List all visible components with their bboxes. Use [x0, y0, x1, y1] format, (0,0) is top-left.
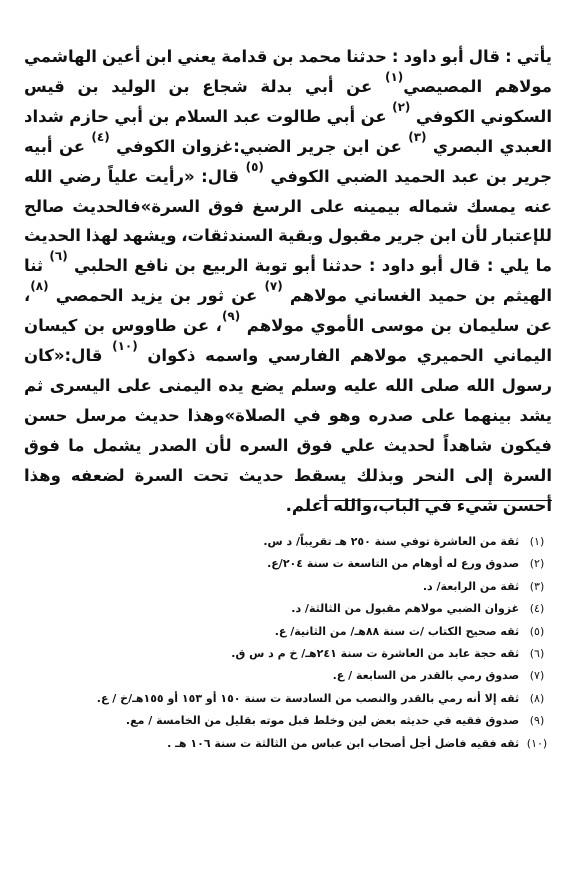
- footnote-number: (١): [529, 535, 545, 548]
- footnote-item: [21, 621, 551, 643]
- footnote-item: [21, 531, 551, 553]
- footnote-number: (١٠): [526, 736, 548, 750]
- footnote-text: ثقه حجة عابد من العاشرة ت سنة ٢٤١هـ/ خ م د س ق.: [231, 646, 520, 660]
- footnote-text: ثقه إلا أنه رمي بالقدر والنصب من السادسة ت سنة ١٥٠ أو ١٥٣ أو ١٥٥هـ/خ / ع.: [96, 691, 520, 705]
- footnote-item: [21, 710, 551, 732]
- footnote-item: [21, 665, 551, 687]
- footnote-number: (٤): [529, 602, 545, 616]
- footnote-number: (٧): [529, 669, 545, 683]
- footnote-ref-5[interactable]: (٥): [245, 159, 264, 174]
- text-segment-9: ، عن سليمان بن موسى الأموي مولاهم: [24, 286, 553, 336]
- footnote-text: صدوق فقيه في حديثه بعض لين وخلط قبل موته بقليل من الخامسة / مع.: [125, 714, 520, 728]
- text-segment-11: قال:«كان رسول الله صلى الله عليه وسلم يضع يده اليمنى على اليسرى ثم يشد بينهما على صدره وهو في الصلاة»وهذا حديث مرسل حسن فيكون شاهداً لحديث علي فوق السره لأن الصدر يشمل ما فوق السرة إلى النحر وبذلك يسقط حديث تحت السرة لضعفه وهذا أحسن شيء في الباب،والله أعلم.: [24, 346, 552, 515]
- text-segment-7: ثنا الهيثم بن حميد الغساني مولاهم: [24, 256, 553, 306]
- footnote-text: ثقة من الرابعة/ د.: [422, 579, 520, 593]
- footnote-text: ثقة من العاشرة توفي سنة ٢٥٠ هـ تقريباً/ د س.: [263, 535, 520, 548]
- footnote-number: (٦): [529, 646, 545, 660]
- footnote-number: (٩): [529, 714, 545, 728]
- footnote-item: [21, 733, 551, 755]
- footnote-ref-2[interactable]: (٢): [392, 99, 411, 114]
- footnote-item: [21, 553, 551, 575]
- footnote-text: غزوان الضبي مولاهم مقبول من الثالثة/ د.: [291, 602, 520, 616]
- footnote-ref-9[interactable]: (٩): [221, 309, 241, 324]
- footnotes-list: [21, 531, 551, 755]
- footnote-ref-3[interactable]: (٣): [408, 129, 427, 144]
- footnote-ref-7[interactable]: (٧): [264, 279, 283, 294]
- text-segment-2: عن أبي بدلة شجاع بن الوليد بن قيس السكوني الكوفي: [24, 76, 552, 126]
- footnote-ref-8[interactable]: (٨): [30, 279, 49, 294]
- footnote-number: (٨): [529, 691, 545, 705]
- text-segment-10: ، عن طاووس بن كيسان اليماني الحميري مولاهم الفارسي واسمه ذكوان: [24, 316, 552, 366]
- text-segment-4: عن ابن جرير الضبي:غزوان الكوفي: [116, 136, 402, 156]
- main-text: [24, 42, 552, 521]
- footnote-ref-10[interactable]: (١٠): [112, 339, 138, 354]
- footnote-ref-6[interactable]: (٦): [49, 249, 68, 264]
- footnote-item: [21, 576, 551, 598]
- text-segment-8: عن ثور بن يزيد الحمصي: [55, 286, 258, 306]
- footnote-number: (٢): [529, 557, 545, 571]
- footnote-text: ثقه فقيه فاضل أجل أصحاب ابن عباس من الثالثة ت سنة ١٠٦ هـ .: [167, 736, 520, 750]
- footnote-separator: [319, 500, 552, 501]
- footnote-text: صدوق ورع له أوهام من التاسعة ت سنة ٢٠٤/ع.: [267, 557, 520, 571]
- footnote-text: صدوق رمي بالقدر من السابعة / ع.: [332, 669, 520, 683]
- text-segment-5: عن أبيه جرير بن عبد الحميد الضبي الكوفي: [24, 136, 553, 186]
- footnote-ref-1[interactable]: (١): [384, 69, 404, 84]
- footnote-text: ثقه صحيح الكتاب /ت سنة ٨٨هـ/ من الثانية/ ع.: [274, 624, 520, 638]
- footnote-item: [21, 598, 551, 620]
- footnote-number: (٣): [529, 579, 545, 593]
- footnote-item: [21, 643, 551, 665]
- footnote-number: (٥): [529, 624, 545, 638]
- text-segment-1: يأتي : قال أبو داود : حدثنا محمد بن قدامة يعني ابن أعين الهاشمي مولاهم المصيصي: [24, 47, 552, 96]
- footnote-ref-4[interactable]: (٤): [91, 129, 110, 144]
- footnote-item: [21, 688, 551, 710]
- text-segment-3: عن أبي طالوت عبد السلام بن أبي حازم شداد العبدي البصري: [24, 106, 553, 156]
- text-segment-6: قال: «رأيت علياً رضي الله عنه يمسك شماله بيمينه على الرسغ فوق السرة»فالحديث صالح للإعتبار لأن ابن جرير مقبول وبقية السندثقات، ويشهد لهذا الحديث ما يلي : قال أبو داود : حدثنا أبو توبة الربيع بن نافع الحلبي: [24, 166, 552, 276]
